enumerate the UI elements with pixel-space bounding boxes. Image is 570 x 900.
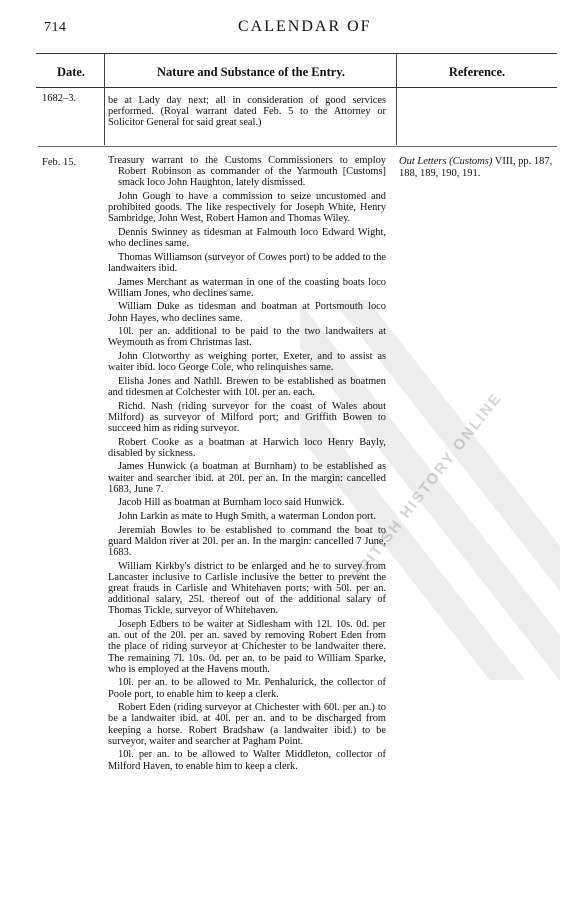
running-head: CALENDAR OF [238, 18, 372, 35]
column-header-date: Date. [56, 65, 86, 79]
reference-series: Out Letters (Customs) [399, 156, 493, 167]
table-header-rule [36, 87, 557, 88]
entry-text-block [108, 155, 386, 774]
entry-paragraph: Robert Cooke as a boatman at Harwich loco Henry Bayly, disabled by sickness. [108, 436, 386, 459]
entry-paragraph: Joseph Edbers to be waiter at Sidlesham with 12l. 10s. 0d. per an. out of the 20l. per an. saved by removing Robert Eden from the place of riding surveyor at Chichester to be landwaiter there. The remaining 7l. 10s. 0d. per an. to be paid to William Sparke, who is employed at the Havens mouth. [108, 618, 386, 675]
entry-paragraph: John Clotworthy as weighing porter, Exeter, and to assist as waiter ibid. loco George Cole, who relinquishes same. [108, 350, 386, 374]
entry-paragraph: 10l. per an. to be allowed to Mr. Penhalurick, the collector of Poole port, to enable him to keep a clerk. [108, 677, 386, 700]
entry-paragraph: 10l. per an. to be allowed to Walter Middleton, collector of Milford Haven, to enable him to keep a clerk. [108, 749, 386, 772]
entry-paragraph: Jacob Hill as boatman at Burnham loco said Hunwick. [118, 497, 345, 509]
column-divider-reference [396, 53, 397, 145]
entry-date: 1682–3. [42, 93, 77, 104]
entry-date: Feb. 15. [42, 157, 77, 168]
entry-paragraph: Richd. Nash (riding surveyor for the coast of Wales about Milford) as surveyor of Milford port; and Griffith Bowen to succeed him as riding surveyor. [108, 400, 386, 434]
entry-divider [38, 146, 557, 147]
entry-reference [399, 156, 559, 179]
column-header-nature: Nature and Substance of the Entry. [157, 65, 345, 79]
entry-paragraph: John Gough to have a commission to seize uncustomed and prohibited goods. The like respectively for Joseph White, Henry Sambridge, John West, Robert Hamon and Thomas Wiley. [108, 191, 386, 225]
entry-paragraph: Thomas Williamson (surveyor of Cowes port) to be added to the landwaiters ibid. [108, 251, 386, 274]
entry-paragraph: Treasury warrant to the Customs Commissioners to employ Robert Robinson as commander of the Yarmouth [Customs] smack loco John Haughton, lately dismissed. [108, 155, 386, 189]
entry-paragraph: William Duke as tidesman and boatman at Portsmouth loco John Hayes, who declines same. [108, 301, 386, 324]
entry-paragraph: John Larkin as mate to Hugh Smith, a waterman London port. [118, 510, 376, 522]
entry-paragraph: Jeremiah Bowles to be established to command the boat to guard Maldon river at 20l. per an. In the margin: cancelled 7 June, 1683. [108, 524, 386, 558]
entry-paragraph: Dennis Swinney as tidesman at Falmouth loco Edward Wight, who declines same. [108, 227, 386, 250]
column-header-reference: Reference. [448, 65, 506, 79]
page-number: 714 [44, 20, 67, 35]
entry-paragraph: be at Lady day next; all in consideration of good services performed. (Royal warrant dated Feb. 5 to the Attorney or Solicitor General for said great seal.) [108, 95, 386, 129]
reference-pages: VIII, pp. 187, 188, 189, 190, 191. [399, 156, 553, 179]
table-top-rule [36, 53, 557, 54]
entry-paragraph: Elisha Jones and Nathll. Brewen to be established as boatmen and tidesmen at Colchester with 10l. per an. each. [108, 375, 386, 398]
page-header [0, 12, 570, 36]
entry-paragraph: 10l. per an. additional to be paid to the two landwaiters at Weymouth as from Christmas last. [108, 326, 386, 349]
watermark-text: BRITISH HISTORY ONLINE [347, 389, 506, 585]
column-divider-date [104, 53, 105, 145]
entry-text-block [108, 95, 386, 131]
entry-paragraph: James Hunwick (a boatman at Burnham) to be established as waiter and searcher ibid. at 20l. per an. In the margin: cancelled 1683, June 7. [108, 461, 386, 495]
entry-paragraph: William Kirkby's district to be enlarged and he to survey from Lancaster inclusive to Carlisle inclusive the better to prevent the great frauds in Carlisle and Whitehaven ports; with 50l. per an. additional salary, 25l. thereof out of the additional salary of Thomas Tickle, surveyor of Whitehaven. [108, 560, 386, 617]
entry-paragraph: James Merchant as waterman in one of the coasting boats loco William Jones, who declines same. [108, 276, 386, 299]
entry-paragraph: Robert Eden (riding surveyor at Chichester with 60l. per an.) to be a landwaiter ibid. at 40l. per an. and to be discharged from keeping a horse. Robert Bradshaw (a landwaiter ibid.) to be surveyor, waiter and searcher at Pagham Point. [108, 702, 386, 747]
